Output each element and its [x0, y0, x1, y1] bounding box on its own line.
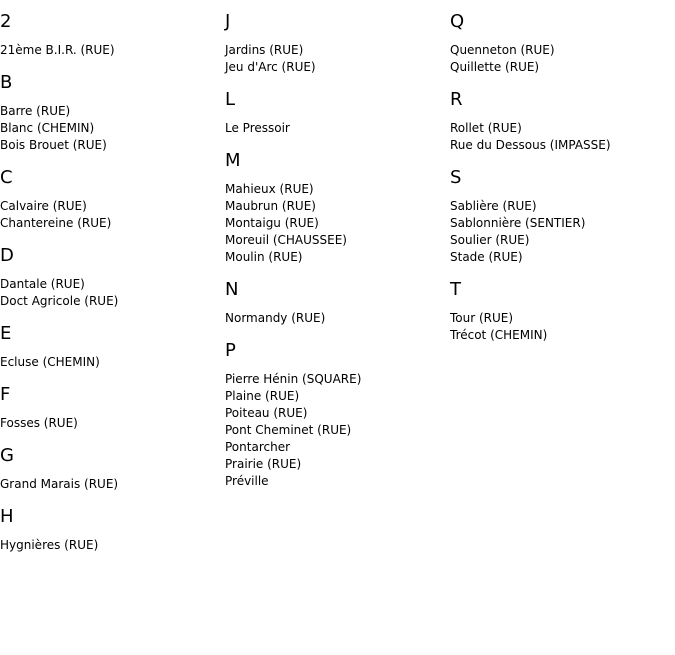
street-link[interactable]: Chantereine (RUE) — [0, 216, 112, 230]
street-link[interactable]: Blanc (CHEMIN) — [0, 121, 95, 135]
letter-group — [225, 90, 450, 137]
street-link[interactable]: 21ème B.I.R. (RUE) — [0, 43, 115, 57]
letter-heading: 2 — [0, 11, 12, 32]
letter-heading: P — [225, 340, 236, 361]
letter-heading: B — [0, 72, 13, 93]
street-list — [0, 42, 225, 59]
street-link[interactable]: Ecluse (CHEMIN) — [0, 355, 100, 369]
letter-group — [0, 385, 225, 432]
letter-group — [0, 324, 225, 371]
street-list — [225, 181, 450, 266]
street-link[interactable]: Pierre Hénin (SQUARE) — [225, 372, 362, 386]
letter-group — [225, 341, 450, 490]
letter-group — [225, 280, 450, 327]
street-link[interactable]: Soulier (RUE) — [450, 233, 530, 247]
street-link[interactable]: Rue du Dessous (IMPASSE) — [450, 138, 611, 152]
street-link[interactable]: Moulin (RUE) — [225, 250, 303, 264]
index-column — [450, 0, 675, 358]
street-link[interactable]: Jardins (RUE) — [225, 43, 304, 57]
street-link[interactable]: Trécot (CHEMIN) — [450, 328, 548, 342]
letter-group — [450, 12, 675, 76]
letter-heading: C — [0, 167, 13, 188]
letter-group — [0, 507, 225, 554]
street-link[interactable]: Rollet (RUE) — [450, 121, 522, 135]
street-link[interactable]: Préville — [225, 474, 269, 488]
street-link[interactable]: Le Pressoir — [225, 121, 290, 135]
street-link[interactable]: Maubrun (RUE) — [225, 199, 316, 213]
street-link[interactable]: Doct Agricole (RUE) — [0, 294, 119, 308]
street-link[interactable]: Normandy (RUE) — [225, 311, 326, 325]
street-list — [0, 537, 225, 554]
letter-heading: J — [225, 11, 231, 32]
letter-heading: T — [450, 279, 461, 300]
street-link[interactable]: Calvaire (RUE) — [0, 199, 87, 213]
street-link[interactable]: Quillette (RUE) — [450, 60, 540, 74]
letter-group — [0, 246, 225, 310]
street-link[interactable]: Tour (RUE) — [450, 311, 514, 325]
letter-group — [225, 151, 450, 266]
street-list — [0, 476, 225, 493]
street-list — [225, 42, 450, 76]
street-link[interactable]: Hygnières (RUE) — [0, 538, 99, 552]
letter-heading: S — [450, 167, 462, 188]
street-link[interactable]: Pontarcher — [225, 440, 291, 454]
street-link[interactable]: Montaigu (RUE) — [225, 216, 319, 230]
index-column — [225, 0, 450, 504]
street-link[interactable]: Mahieux (RUE) — [225, 182, 314, 196]
letter-heading: G — [0, 445, 14, 466]
letter-group — [450, 280, 675, 344]
street-link[interactable]: Jeu d'Arc (RUE) — [225, 60, 316, 74]
letter-group — [450, 168, 675, 266]
street-link[interactable]: Plaine (RUE) — [225, 389, 300, 403]
street-list — [450, 42, 675, 76]
index-column — [0, 0, 225, 568]
street-link[interactable]: Moreuil (CHAUSSEE) — [225, 233, 347, 247]
letter-group — [450, 90, 675, 154]
letter-heading: R — [450, 89, 463, 110]
street-list — [0, 198, 225, 232]
letter-heading: H — [0, 506, 14, 527]
street-link[interactable]: Sablière (RUE) — [450, 199, 537, 213]
letter-heading: F — [0, 384, 11, 405]
street-link[interactable]: Sablonnière (SENTIER) — [450, 216, 586, 230]
street-list — [0, 354, 225, 371]
letter-group — [0, 446, 225, 493]
street-link[interactable]: Grand Marais (RUE) — [0, 477, 119, 491]
street-list — [0, 276, 225, 310]
street-list — [450, 120, 675, 154]
letter-heading: Q — [450, 11, 465, 32]
letter-heading: L — [225, 89, 236, 110]
street-link[interactable]: Stade (RUE) — [450, 250, 523, 264]
street-list — [450, 198, 675, 266]
street-link[interactable]: Dantale (RUE) — [0, 277, 85, 291]
letter-group — [0, 12, 225, 59]
street-link[interactable]: Pont Cheminet (RUE) — [225, 423, 352, 437]
street-list — [225, 310, 450, 327]
street-list — [0, 415, 225, 432]
street-link[interactable]: Bois Brouet (RUE) — [0, 138, 107, 152]
street-list — [450, 310, 675, 344]
letter-group — [0, 73, 225, 154]
letter-heading: N — [225, 279, 239, 300]
letter-group — [225, 12, 450, 76]
street-list — [225, 371, 450, 490]
street-list — [225, 120, 450, 137]
letter-heading: D — [0, 245, 14, 266]
letter-heading: M — [225, 150, 241, 171]
letter-group — [0, 168, 225, 232]
street-link[interactable]: Fosses (RUE) — [0, 416, 78, 430]
street-list — [0, 103, 225, 154]
street-link[interactable]: Barre (RUE) — [0, 104, 71, 118]
street-link[interactable]: Prairie (RUE) — [225, 457, 302, 471]
street-link[interactable]: Poiteau (RUE) — [225, 406, 308, 420]
letter-heading: E — [0, 323, 12, 344]
street-link[interactable]: Quenneton (RUE) — [450, 43, 555, 57]
